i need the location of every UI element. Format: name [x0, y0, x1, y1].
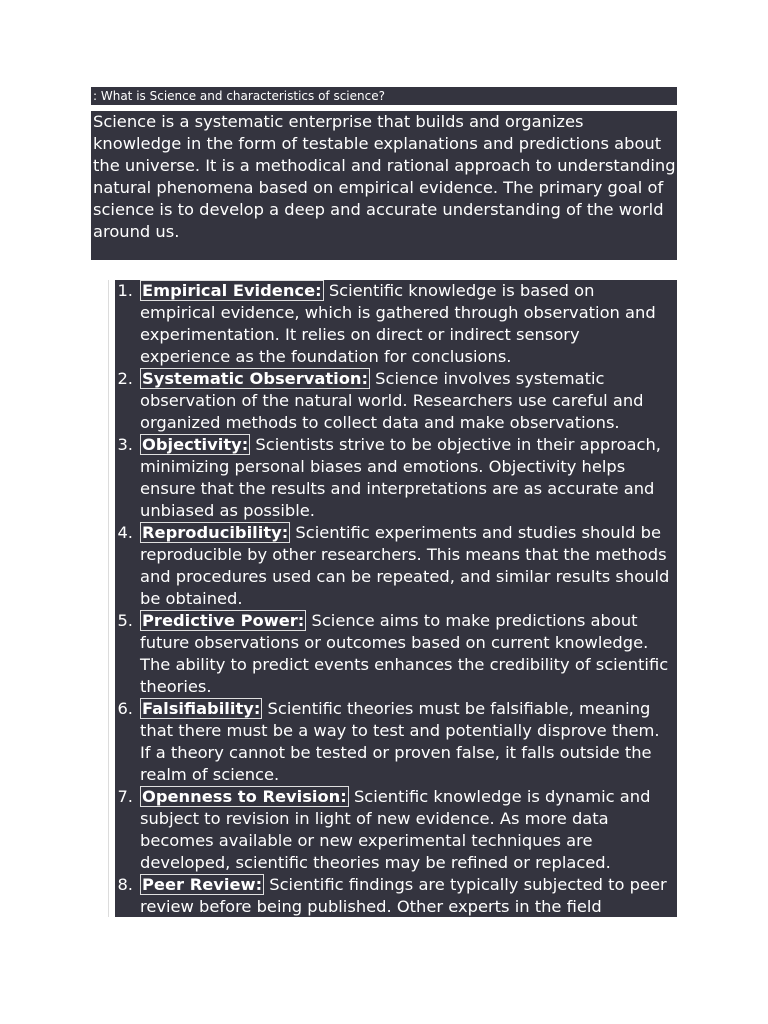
list-item	[115, 280, 677, 368]
list-item	[115, 368, 677, 434]
item-text: Science aims to make predictions about future observations or outcomes based on current knowledge. The ability to predict events enhances the credibility of scientific theories.	[140, 611, 669, 696]
item-number: 5.	[117, 611, 133, 630]
item-number: 6.	[117, 699, 133, 718]
item-text: Scientific findings are typically subjected to peer review before being published. Other experts in the field critically evaluate the research methods, results, and conclusions to ensure quality and reliability.	[140, 875, 675, 960]
definition-paragraph: Science is a systematic enterprise that builds and organizes knowledge in the form of testable explanations and predictions about the universe. It is a methodical and rational approach to understanding natural phenomena based on empirical evidence. The primary goal of science is to develop a deep and accurate understanding of the world around us.	[93, 112, 676, 241]
item-number: 4.	[117, 523, 133, 542]
item-number: 8.	[117, 875, 133, 894]
item-number: 1.	[117, 281, 133, 300]
list-item	[115, 786, 677, 874]
item-text: Scientific theories must be falsifiable, meaning that there must be a way to test and potentially disprove them. If a theory cannot be tested or proven false, it falls outside the realm of science.	[140, 699, 660, 784]
characteristics-list-container	[108, 280, 677, 960]
list-item	[115, 610, 677, 698]
item-text: Science involves systematic observation of the natural world. Researchers use careful and organized methods to collect data and make observations.	[140, 369, 644, 432]
intro-paragraph: Here are some key characteristics of science:	[93, 261, 464, 280]
characteristics-list	[115, 280, 677, 962]
item-term: Peer Review:	[142, 875, 263, 894]
item-term: Predictive Power:	[142, 611, 305, 630]
item-number: 7.	[117, 787, 133, 806]
list-item	[115, 874, 677, 962]
list-item	[115, 434, 677, 522]
item-number: 2.	[117, 369, 133, 388]
question-heading: : What is Science and characteristics of science?	[91, 87, 677, 105]
item-text: Scientific knowledge is based on empirical evidence, which is gathered through observation and experimentation. It relies on direct or indirect sensory experience as the foundation for conclusions.	[140, 281, 656, 366]
item-number: 3.	[117, 435, 133, 454]
item-term: Objectivity:	[142, 435, 249, 454]
item-term: Reproducibility:	[142, 523, 289, 542]
item-term: Systematic Observation:	[142, 369, 368, 388]
item-text: Scientific experiments and studies should be reproducible by other researchers. This means that the methods and procedures used can be repeated, and similar results should be obtained.	[140, 523, 670, 608]
item-text: Scientific knowledge is dynamic and subject to revision in light of new evidence. As more data becomes available or new experimental techniques are developed, scientific theories may be refined or replaced.	[140, 787, 651, 872]
item-term: Openness to Revision:	[142, 787, 347, 806]
list-item	[115, 698, 677, 786]
item-text: Scientists strive to be objective in their approach, minimizing personal biases and emotions. Objectivity helps ensure that the results and interpretations are as accurate and unbiased as possible.	[140, 435, 661, 520]
item-term: Falsifiability:	[142, 699, 261, 718]
list-item	[115, 522, 677, 610]
item-term: Empirical Evidence:	[142, 281, 322, 300]
answer-block	[91, 111, 677, 280]
